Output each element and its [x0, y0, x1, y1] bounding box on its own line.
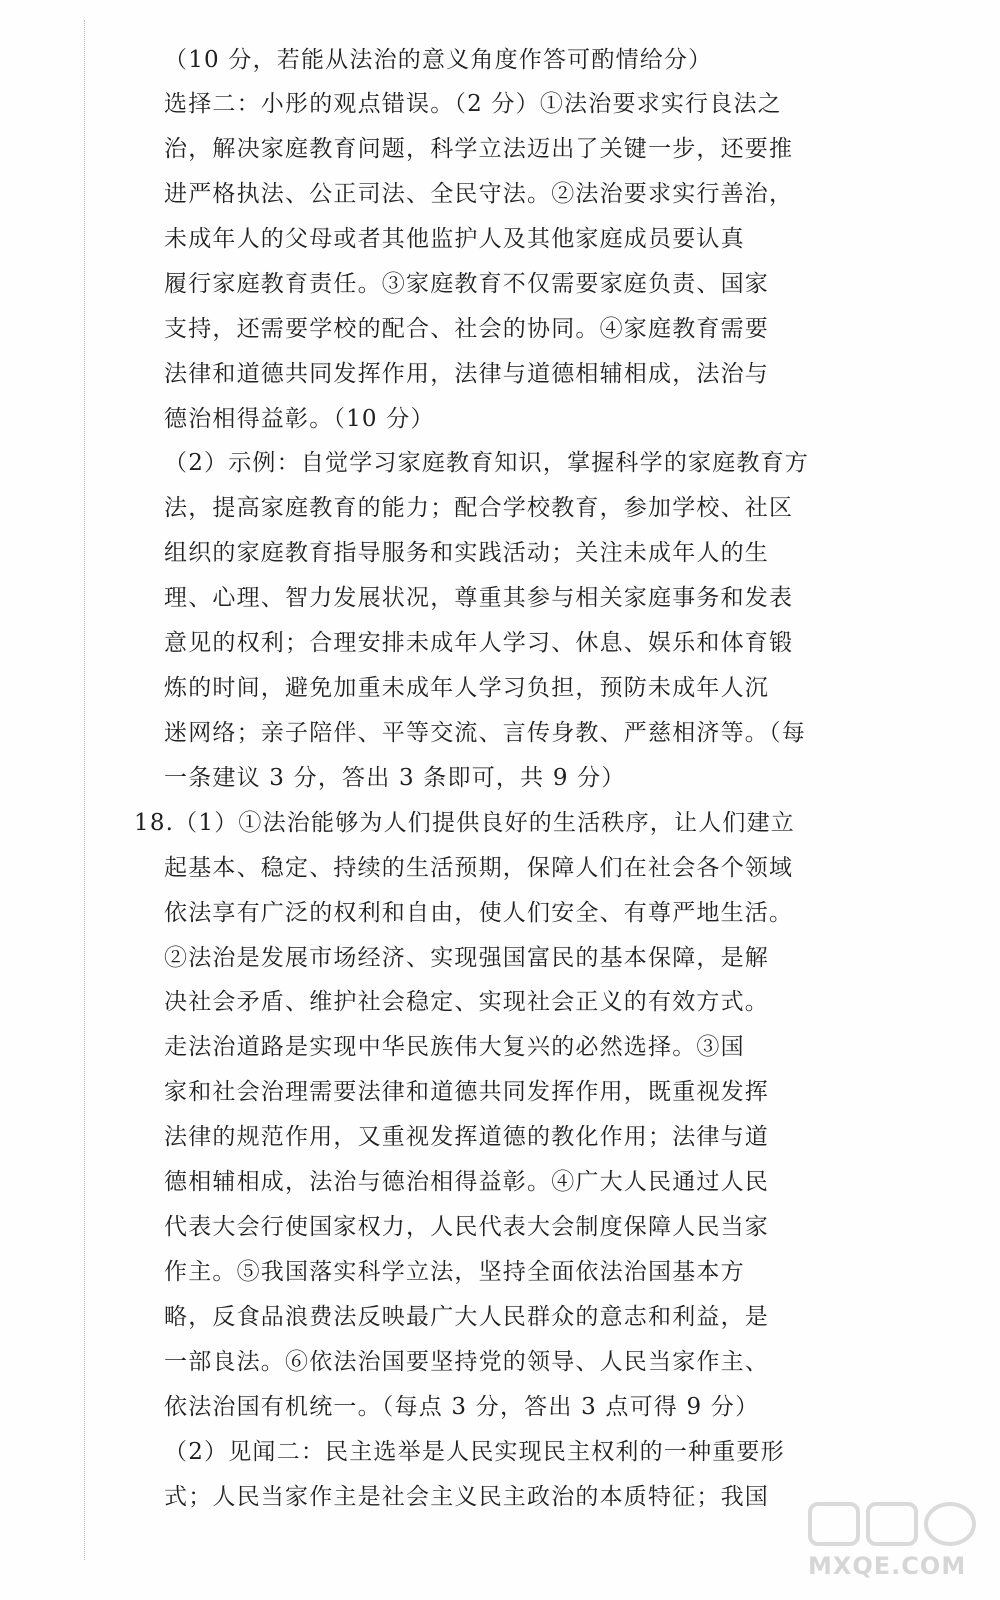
text-line: 略，反食品浪费法反映最广大人民群众的意志和利益，是 [164, 1304, 769, 1330]
text-line: 进严格执法、公正司法、全民守法。②法治要求实行善治， [164, 181, 794, 207]
text-line: 炼的时间，避免加重未成年人学习负担，预防未成年人沉 [164, 675, 769, 701]
question-18-line: 18.（1）①法治能够为人们提供良好的生活秩序，让人们建立 [134, 810, 796, 836]
text-line: 依法治国有机统一。（每点 3 分，答出 3 点可得 9 分） [164, 1394, 760, 1420]
text-line: 家和社会治理需要法律和道德共同发挥作用，既重视发挥 [164, 1079, 769, 1105]
text-line: 意见的权利；合理安排未成年人学习、休息、娱乐和体育锻 [164, 630, 794, 656]
text-line: （2）示例：自觉学习家庭教育知识，掌握科学的家庭教育方 [164, 450, 810, 476]
text-line: （2）见闻二：民主选举是人民实现民主权利的一种重要形 [164, 1439, 785, 1465]
text-line: 支持，还需要学校的配合、社会的协同。④家庭教育需要 [164, 316, 769, 342]
watermark-logo-icon [808, 1502, 978, 1548]
text-line: 起基本、稳定、持续的生活预期，保障人们在社会各个领域 [164, 855, 794, 881]
text-line: 德相辅相成，法治与德治相得益彰。④广大人民通过人民 [164, 1169, 769, 1195]
text-line: 迷网络；亲子陪伴、平等交流、言传身教、严慈相济等。（每 [164, 720, 806, 746]
watermark-url: MXQE.COM [808, 1552, 967, 1580]
text-line: 依法享有广泛的权利和自由，使人们安全、有尊严地生活。 [164, 900, 794, 926]
text-line: 治，解决家庭教育问题，科学立法迈出了关键一步，还要推 [164, 136, 794, 162]
text-line: 理、心理、智力发展状况，尊重其参与相关家庭事务和发表 [164, 585, 794, 611]
text-line: 走法治道路是实现中华民族伟大复兴的必然选择。③国 [164, 1034, 745, 1060]
text-line: 法律和道德共同发挥作用，法律与道德相辅相成，法治与 [164, 361, 769, 387]
text-line: 组织的家庭教育指导服务和实践活动；关注未成年人的生 [164, 540, 769, 566]
text-line: 法，提高家庭教育的能力；配合学校教育，参加学校、社区 [164, 495, 794, 521]
text-line: 德治相得益彰。（10 分） [164, 406, 435, 432]
text-line: 代表大会行使国家权力，人民代表大会制度保障人民当家 [164, 1214, 769, 1240]
text-line: 履行家庭教育责任。③家庭教育不仅需要家庭负责、国家 [164, 271, 769, 297]
text-line: 一部良法。⑥依法治国要坚持党的领导、人民当家作主、 [164, 1349, 769, 1375]
text-line: 作主。⑤我国落实科学立法，坚持全面依法治国基本方 [164, 1259, 745, 1285]
text-line: ②法治是发展市场经济、实现强国富民的基本保障，是解 [164, 945, 769, 971]
site-watermark [808, 1502, 978, 1582]
text-line: 未成年人的父母或者其他监护人及其他家庭成员要认真 [164, 226, 745, 252]
text-line: 式；人民当家作主是社会主义民主政治的本质特征；我国 [164, 1484, 769, 1510]
text-line: 法律的规范作用，又重视发挥道德的教化作用；法律与道 [164, 1124, 769, 1150]
text-line: 决社会矛盾、维护社会稳定、实现社会正义的有效方式。 [164, 989, 769, 1015]
text-line: 选择二：小彤的观点错误。（2 分）①法治要求实行良法之 [164, 91, 782, 117]
text-line: 一条建议 3 分，答出 3 条即可，共 9 分） [164, 765, 626, 791]
text-line: （10 分，若能从法治的意义角度作答可酌情给分） [164, 47, 713, 73]
